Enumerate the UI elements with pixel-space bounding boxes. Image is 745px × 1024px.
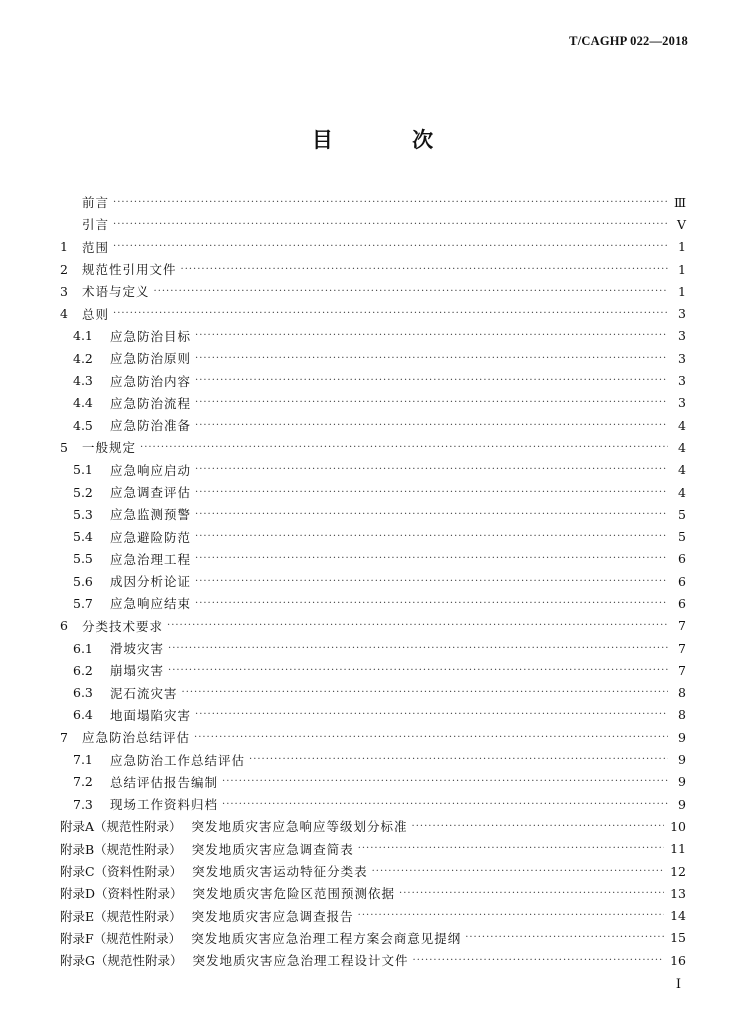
- toc-entry-page: 9: [678, 796, 686, 812]
- toc-entry[interactable]: [60, 704, 686, 726]
- toc-entry[interactable]: [60, 615, 686, 637]
- toc-entry-number: 4.4: [73, 395, 93, 411]
- toc-entry-page: 3: [678, 350, 686, 366]
- toc-leader-dots: [413, 955, 665, 966]
- toc-leader-dots: [195, 531, 668, 542]
- toc-entry-label: 规范性引用文件: [82, 262, 177, 278]
- toc-entry-page: 1: [678, 239, 686, 255]
- toc-entry[interactable]: [60, 503, 686, 525]
- toc-entry-label: 滑坡灾害: [110, 641, 165, 657]
- toc-entry-number: 4.3: [73, 373, 93, 389]
- toc-leader-dots: [222, 799, 668, 810]
- toc-entry-page: 3: [678, 328, 686, 344]
- toc-entry-page: 7: [678, 640, 686, 656]
- toc-leader-dots: [195, 553, 668, 564]
- toc-entry-page: Ⅲ: [673, 194, 686, 210]
- toc-leader-dots: [113, 308, 668, 319]
- toc-entry-page: 16: [670, 952, 686, 968]
- toc-entry-page: 10: [670, 818, 686, 834]
- toc-entry-number: 附录C（资料性附录）: [60, 864, 183, 880]
- toc-entry[interactable]: [60, 481, 686, 503]
- toc-entry-number: 5.6: [73, 573, 93, 589]
- toc-entry-label: 总则: [82, 306, 110, 322]
- toc-entry[interactable]: [60, 325, 686, 347]
- toc-entry[interactable]: [60, 726, 686, 748]
- toc-leader-dots: [465, 932, 664, 943]
- toc-entry-label: 突发地质灾害应急调查报告: [191, 908, 354, 924]
- toc-entry-number: 附录G（规范性附录）: [60, 953, 183, 969]
- toc-leader-dots: [195, 330, 668, 341]
- toc-entry-number: 5.5: [73, 551, 93, 567]
- toc-entry-number: 附录F（规范性附录）: [60, 930, 182, 946]
- toc-entry[interactable]: [60, 882, 686, 904]
- toc-leader-dots: [195, 464, 668, 475]
- toc-entry[interactable]: [60, 369, 686, 391]
- toc-entry-label: 引言: [82, 217, 110, 233]
- toc-entry-label: 术语与定义: [82, 284, 150, 300]
- toc-entry-label: 总结评估报告编制: [110, 774, 219, 790]
- toc-leader-dots: [168, 665, 668, 676]
- toc-entry-number: 附录E（规范性附录）: [60, 908, 182, 924]
- toc-entry-page: 8: [678, 685, 686, 701]
- toc-entry-label: 突发地质灾害应急治理工程方案会商意见提纲: [191, 930, 462, 946]
- toc-entry[interactable]: [60, 815, 686, 837]
- toc-entry[interactable]: [60, 927, 686, 949]
- toc-entry-label: 突发地质灾害应急治理工程设计文件: [192, 953, 409, 969]
- toc-entry-number: 2: [60, 261, 68, 277]
- toc-entry-number: 7.2: [73, 774, 93, 790]
- toc-entry[interactable]: [60, 838, 686, 860]
- table-of-contents: [60, 191, 686, 971]
- toc-entry[interactable]: [60, 905, 686, 927]
- toc-leader-dots: [195, 576, 668, 587]
- toc-entry-number: 6.2: [73, 662, 93, 678]
- toc-entry-label: 突发地质灾害应急调查简表: [191, 841, 354, 857]
- toc-leader-dots: [140, 442, 668, 453]
- toc-entry-page: 14: [670, 908, 686, 924]
- toc-leader-dots: [113, 219, 668, 230]
- toc-entry-label: 应急响应启动: [110, 462, 192, 478]
- toc-entry-label: 应急调查评估: [110, 485, 192, 500]
- toc-entry[interactable]: [60, 525, 686, 547]
- toc-entry-label: 应急治理工程: [110, 551, 192, 567]
- toc-entry-number: 6: [60, 618, 68, 634]
- toc-entry-label: 应急防治准备: [110, 418, 192, 434]
- toc-leader-dots: [195, 709, 668, 720]
- toc-entry-page: 4: [678, 484, 686, 500]
- toc-leader-dots: [154, 286, 668, 297]
- toc-entry-label: 前言: [82, 195, 110, 211]
- toc-entry-label: 成因分析论证: [110, 574, 192, 590]
- toc-entry[interactable]: [60, 949, 686, 971]
- toc-entry-page: 3: [678, 373, 686, 389]
- toc-entry-page: 4: [678, 439, 686, 455]
- toc-entry-page: 4: [678, 462, 686, 478]
- toc-entry-page: 13: [670, 885, 686, 901]
- toc-entry-label: 地面塌陷灾害: [110, 707, 192, 723]
- toc-entry-label: 崩塌灾害: [110, 663, 165, 679]
- toc-entry-number: 5.2: [73, 484, 93, 500]
- toc-entry-number: 1: [60, 239, 68, 255]
- toc-entry-page: 5: [678, 529, 686, 545]
- toc-entry[interactable]: [60, 392, 686, 414]
- toc-entry[interactable]: [60, 459, 686, 481]
- toc-entry[interactable]: [60, 748, 686, 770]
- toc-entry-page: 6: [678, 551, 686, 567]
- toc-entry-page: 11: [670, 841, 686, 857]
- toc-entry-number: 7.1: [73, 752, 93, 768]
- toc-entry-page: 3: [678, 306, 686, 322]
- toc-leader-dots: [195, 353, 668, 364]
- toc-entry-page: Ⅴ: [676, 216, 686, 232]
- toc-leader-dots: [399, 888, 664, 899]
- toc-entry-number: 附录A（规范性附录）: [60, 819, 182, 835]
- toc-entry-page: 3: [678, 395, 686, 411]
- toc-entry[interactable]: [60, 592, 686, 614]
- toc-leader-dots: [195, 397, 668, 408]
- toc-entry-label: 应急避险防范: [110, 529, 192, 545]
- toc-leader-dots: [181, 264, 668, 275]
- toc-entry-number: 7.3: [73, 796, 93, 812]
- toc-entry-number: 附录D（资料性附录）: [60, 886, 183, 902]
- toc-leader-dots: [194, 732, 668, 743]
- toc-entry-page: 15: [670, 930, 686, 946]
- toc-entry[interactable]: [60, 213, 686, 235]
- toc-entry-page: 8: [678, 707, 686, 723]
- page-title: 目 次: [311, 127, 470, 152]
- toc-entry-number: 5.4: [73, 529, 93, 545]
- toc-entry-label: 范围: [82, 239, 110, 255]
- toc-leader-dots: [358, 843, 664, 854]
- toc-entry-number: 7: [60, 729, 68, 745]
- toc-leader-dots: [358, 910, 664, 921]
- toc-entry[interactable]: [60, 570, 686, 592]
- toc-entry-label: 突发地质灾害应急响应等级划分标准: [191, 819, 408, 835]
- toc-entry-page: 5: [678, 506, 686, 522]
- toc-entry-label: 突发地质灾害运动特征分类表: [192, 864, 368, 880]
- toc-entry-page: 4: [678, 417, 686, 433]
- standard-code: T/CAGHP 022—2018: [569, 34, 688, 48]
- toc-entry[interactable]: [60, 860, 686, 882]
- toc-entry-number: 5.3: [73, 506, 93, 522]
- toc-entry[interactable]: [60, 548, 686, 570]
- toc-entry-label: 应急防治工作总结评估: [110, 752, 246, 768]
- toc-entry-number: 5.7: [73, 595, 93, 611]
- toc-entry[interactable]: [60, 682, 686, 704]
- toc-entry-label: 应急防治流程: [110, 395, 192, 411]
- toc-entry-number: 4.1: [73, 328, 93, 344]
- toc-leader-dots: [412, 821, 665, 832]
- toc-leader-dots: [167, 620, 668, 631]
- toc-entry-number: 6.3: [73, 685, 93, 701]
- toc-entry-label: 现场工作资料归档: [110, 797, 219, 813]
- toc-entry[interactable]: [60, 436, 686, 458]
- toc-entry-page: 6: [678, 595, 686, 611]
- toc-entry[interactable]: [60, 793, 686, 815]
- toc-entry-number: 5: [60, 439, 68, 455]
- toc-entry-page: 12: [670, 863, 686, 879]
- toc-entry-label: 一般规定: [82, 440, 137, 456]
- toc-leader-dots: [195, 509, 668, 520]
- toc-entry[interactable]: [60, 302, 686, 324]
- toc-entry-label: 应急防治总结评估: [82, 730, 191, 746]
- toc-leader-dots: [372, 866, 665, 877]
- toc-entry-number: 6.4: [73, 707, 93, 723]
- toc-entry-label: 突发地质灾害危险区范围预测依据: [192, 886, 396, 902]
- toc-entry-page: 9: [678, 752, 686, 768]
- toc-entry[interactable]: [60, 280, 686, 302]
- toc-entry[interactable]: [60, 236, 686, 258]
- toc-leader-dots: [113, 241, 668, 252]
- toc-entry[interactable]: [60, 347, 686, 369]
- toc-entry-number: 4.5: [73, 417, 93, 433]
- toc-entry-label: 应急防治内容: [110, 373, 192, 389]
- toc-entry-label: 应急监测预警: [110, 507, 192, 523]
- toc-entry-label: 应急防治目标: [110, 328, 192, 344]
- toc-entry-page: 9: [678, 774, 686, 790]
- toc-entry-number: 6.1: [73, 640, 93, 656]
- toc-entry-page: 7: [678, 618, 686, 634]
- toc-leader-dots: [249, 754, 668, 765]
- toc-entry-label: 分类技术要求: [82, 618, 164, 634]
- footer-page-number: I: [675, 977, 681, 992]
- toc-entry[interactable]: [60, 191, 686, 213]
- toc-entry-label: 泥石流灾害: [110, 685, 178, 701]
- toc-leader-dots: [195, 598, 668, 609]
- toc-entry-page: 6: [678, 573, 686, 589]
- toc-entry[interactable]: [60, 659, 686, 681]
- toc-entry-page: 7: [678, 662, 686, 678]
- toc-entry-number: 4.2: [73, 350, 93, 366]
- toc-leader-dots: [113, 197, 668, 208]
- toc-entry[interactable]: [60, 637, 686, 659]
- toc-leader-dots: [182, 687, 668, 698]
- toc-leader-dots: [222, 776, 668, 787]
- toc-leader-dots: [195, 375, 668, 386]
- toc-entry-label: 应急防治原则: [110, 351, 192, 367]
- toc-entry-number: 4: [60, 306, 68, 322]
- toc-leader-dots: [168, 643, 668, 654]
- toc-leader-dots: [195, 420, 668, 431]
- toc-entry-number: 5.1: [73, 462, 93, 478]
- toc-entry[interactable]: [60, 414, 686, 436]
- toc-entry-label: 应急响应结束: [110, 596, 192, 612]
- toc-entry[interactable]: [60, 258, 686, 280]
- toc-leader-dots: [195, 487, 668, 498]
- toc-entry-number: 3: [60, 283, 68, 299]
- toc-entry-page: 9: [678, 729, 686, 745]
- toc-entry-page: 1: [678, 261, 686, 277]
- toc-entry-number: 附录B（规范性附录）: [60, 841, 182, 857]
- toc-entry-page: 1: [678, 283, 686, 299]
- toc-entry[interactable]: [60, 771, 686, 793]
